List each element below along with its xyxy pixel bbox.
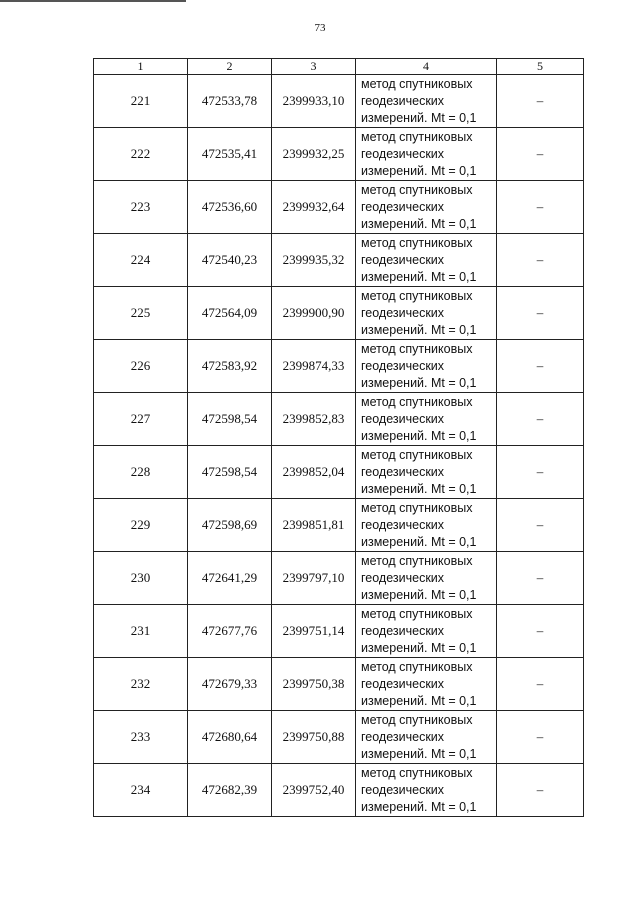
method-cell — [356, 499, 497, 552]
method-line: геодезических — [361, 782, 445, 797]
method-line: измерений. Mt = 0,1 — [361, 110, 477, 125]
method-line: метод спутниковых — [361, 659, 473, 674]
header-col-2: 2 — [188, 59, 272, 75]
table-row — [94, 340, 584, 393]
y-coordinate-cell: 2399750,38 — [272, 658, 356, 711]
y-coordinate-cell: 2399797,10 — [272, 552, 356, 605]
method-line: измерений. Mt = 0,1 — [361, 587, 477, 602]
method-line: измерений. Mt = 0,1 — [361, 375, 477, 390]
y-coordinate-cell: 2399750,88 — [272, 711, 356, 764]
y-coordinate-cell: 2399932,64 — [272, 181, 356, 234]
note-cell: – — [497, 764, 584, 817]
method-line: метод спутниковых — [361, 288, 473, 303]
note-cell: – — [497, 340, 584, 393]
method-line: измерений. Mt = 0,1 — [361, 163, 477, 178]
x-coordinate-cell: 472598,54 — [188, 446, 272, 499]
x-coordinate-cell: 472540,23 — [188, 234, 272, 287]
method-line: геодезических — [361, 517, 445, 532]
table-row — [94, 181, 584, 234]
method-cell — [356, 711, 497, 764]
table-row — [94, 446, 584, 499]
method-line: измерений. Mt = 0,1 — [361, 746, 477, 761]
x-coordinate-cell: 472598,69 — [188, 499, 272, 552]
note-cell: – — [497, 499, 584, 552]
method-line: геодезических — [361, 146, 445, 161]
table-header-row — [94, 59, 584, 75]
header-col-3: 3 — [272, 59, 356, 75]
method-line: метод спутниковых — [361, 500, 473, 515]
note-cell: – — [497, 605, 584, 658]
method-line: метод спутниковых — [361, 235, 473, 250]
method-line: метод спутниковых — [361, 341, 473, 356]
method-line: метод спутниковых — [361, 182, 473, 197]
method-cell — [356, 552, 497, 605]
note-cell: – — [497, 181, 584, 234]
x-coordinate-cell: 472536,60 — [188, 181, 272, 234]
table-row — [94, 711, 584, 764]
note-cell: – — [497, 711, 584, 764]
table-row — [94, 287, 584, 340]
point-number-cell: 231 — [94, 605, 188, 658]
method-line: метод спутниковых — [361, 553, 473, 568]
header-col-4: 4 — [356, 59, 497, 75]
method-cell — [356, 446, 497, 499]
point-number-cell: 228 — [94, 446, 188, 499]
point-number-cell: 233 — [94, 711, 188, 764]
table-row — [94, 499, 584, 552]
point-number-cell: 221 — [94, 75, 188, 128]
method-line: измерений. Mt = 0,1 — [361, 428, 477, 443]
method-line: геодезических — [361, 570, 445, 585]
y-coordinate-cell: 2399852,04 — [272, 446, 356, 499]
y-coordinate-cell: 2399933,10 — [272, 75, 356, 128]
point-number-cell: 225 — [94, 287, 188, 340]
y-coordinate-cell: 2399751,14 — [272, 605, 356, 658]
method-line: метод спутниковых — [361, 765, 473, 780]
method-line: метод спутниковых — [361, 394, 473, 409]
method-line: метод спутниковых — [361, 606, 473, 621]
method-cell — [356, 605, 497, 658]
method-line: метод спутниковых — [361, 129, 473, 144]
table-row — [94, 552, 584, 605]
point-number-cell: 226 — [94, 340, 188, 393]
note-cell: – — [497, 234, 584, 287]
point-number-cell: 224 — [94, 234, 188, 287]
point-number-cell: 230 — [94, 552, 188, 605]
method-line: геодезических — [361, 464, 445, 479]
point-number-cell: 223 — [94, 181, 188, 234]
x-coordinate-cell: 472535,41 — [188, 128, 272, 181]
method-line: измерений. Mt = 0,1 — [361, 640, 477, 655]
x-coordinate-cell: 472680,64 — [188, 711, 272, 764]
point-number-cell: 229 — [94, 499, 188, 552]
method-line: геодезических — [361, 93, 445, 108]
top-rule — [0, 0, 186, 2]
y-coordinate-cell: 2399874,33 — [272, 340, 356, 393]
table-row — [94, 393, 584, 446]
method-line: измерений. Mt = 0,1 — [361, 534, 477, 549]
y-coordinate-cell: 2399852,83 — [272, 393, 356, 446]
method-line: геодезических — [361, 252, 445, 267]
x-coordinate-cell: 472679,33 — [188, 658, 272, 711]
point-number-cell: 234 — [94, 764, 188, 817]
page-number: 73 — [314, 22, 326, 34]
x-coordinate-cell: 472677,76 — [188, 605, 272, 658]
method-line: измерений. Mt = 0,1 — [361, 481, 477, 496]
table-row — [94, 234, 584, 287]
point-number-cell: 227 — [94, 393, 188, 446]
note-cell: – — [497, 393, 584, 446]
y-coordinate-cell: 2399851,81 — [272, 499, 356, 552]
method-cell — [356, 287, 497, 340]
point-number-cell: 232 — [94, 658, 188, 711]
method-line: измерений. Mt = 0,1 — [361, 799, 477, 814]
x-coordinate-cell: 472641,29 — [188, 552, 272, 605]
method-cell — [356, 181, 497, 234]
method-cell — [356, 393, 497, 446]
note-cell: – — [497, 446, 584, 499]
method-line: геодезических — [361, 305, 445, 320]
method-line: геодезических — [361, 358, 445, 373]
method-line: измерений. Mt = 0,1 — [361, 269, 477, 284]
table-row — [94, 764, 584, 817]
x-coordinate-cell: 472598,54 — [188, 393, 272, 446]
method-line: метод спутниковых — [361, 447, 473, 462]
x-coordinate-cell: 472533,78 — [188, 75, 272, 128]
table-row — [94, 128, 584, 181]
table-row — [94, 75, 584, 128]
method-cell — [356, 764, 497, 817]
point-number-cell: 222 — [94, 128, 188, 181]
method-line: измерений. Mt = 0,1 — [361, 216, 477, 231]
y-coordinate-cell: 2399935,32 — [272, 234, 356, 287]
table-row — [94, 658, 584, 711]
note-cell: – — [497, 287, 584, 340]
method-line: метод спутниковых — [361, 76, 473, 91]
method-line: геодезических — [361, 729, 445, 744]
method-cell — [356, 658, 497, 711]
method-line: измерений. Mt = 0,1 — [361, 322, 477, 337]
header-col-1: 1 — [94, 59, 188, 75]
method-line: геодезических — [361, 623, 445, 638]
method-line: геодезических — [361, 199, 445, 214]
y-coordinate-cell: 2399752,40 — [272, 764, 356, 817]
method-line: геодезических — [361, 411, 445, 426]
coordinates-table — [93, 58, 584, 817]
note-cell: – — [497, 75, 584, 128]
table-body — [94, 75, 584, 817]
note-cell: – — [497, 658, 584, 711]
note-cell: – — [497, 128, 584, 181]
method-line: геодезических — [361, 676, 445, 691]
method-cell — [356, 234, 497, 287]
header-col-5: 5 — [497, 59, 584, 75]
y-coordinate-cell: 2399900,90 — [272, 287, 356, 340]
y-coordinate-cell: 2399932,25 — [272, 128, 356, 181]
method-cell — [356, 75, 497, 128]
table-row — [94, 605, 584, 658]
method-cell — [356, 128, 497, 181]
x-coordinate-cell: 472564,09 — [188, 287, 272, 340]
x-coordinate-cell: 472682,39 — [188, 764, 272, 817]
method-line: измерений. Mt = 0,1 — [361, 693, 477, 708]
method-cell — [356, 340, 497, 393]
note-cell: – — [497, 552, 584, 605]
method-line: метод спутниковых — [361, 712, 473, 727]
x-coordinate-cell: 472583,92 — [188, 340, 272, 393]
